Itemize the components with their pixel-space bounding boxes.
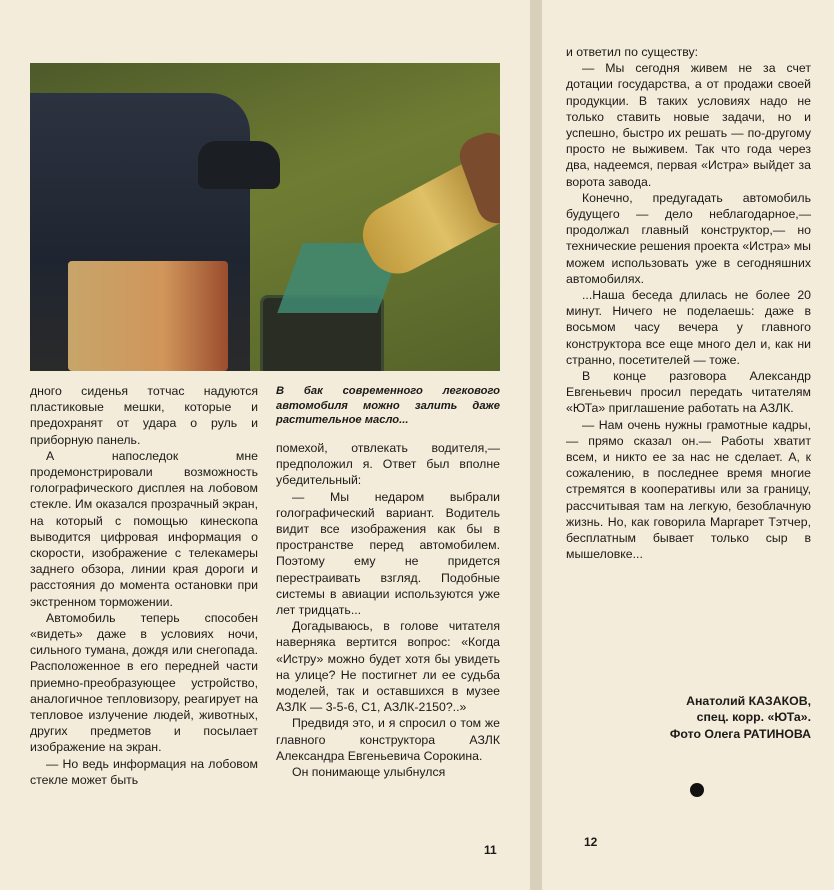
paragraph: — Мы сегодня живем не за счет дотации государства, а от продажи своей продукции. В таких условиях надо не только ставить новые задачи, но и успешно, быстро их решать — по-другому просто не выживем. Так что года через два, надеемся, первая «Истра» выйдет за ворота завода. xyxy=(566,61,811,189)
paragraph: Предвидя это, и я спросил о том же главного конструктора АЗЛК Александра Евгеньевича Сорокина. xyxy=(276,716,500,763)
paragraph: — Но ведь информация на лобовом стекле может быть xyxy=(30,756,258,787)
paragraph: Он понимающе улыбнулся xyxy=(292,765,446,780)
paragraph: — Нам очень нужны грамотные кадры,— прямо сказал он.— Работы хватит всем, и никто ее за нас не сделает. А, к сожалению, в последнее время многие стремятся в кооперативы или за границу, рассчитывая там на легкую, безоблачную жизнь. Но, как говорила Маргарет Тэтчер, бесплатным бывает только сыр в мышеловке... xyxy=(566,417,811,562)
page-gutter xyxy=(530,0,542,890)
paragraph: Конечно, предугадать автомобиль будущего — дело неблагодарное,— продолжал главный конструктор,— но технические решения проекта «Истра» мы можем использовать уже в сегодняшних автомобилях. xyxy=(566,190,812,286)
photo-credit: Фото Олега РАТИНОВА xyxy=(669,726,811,741)
paragraph: — Мы недаром выбрали голографический вариант. Водитель видит все изображения как бы в пространстве перед автомобилем. Поэтому ему не придется перестраивать взгляд. Подобные системы в авиации используются уже лет тридцать... xyxy=(276,489,500,618)
tail-light-shape xyxy=(68,261,228,371)
page-number-left: 11 xyxy=(484,843,497,857)
end-mark-dot xyxy=(690,783,704,797)
paragraph: ...Наша беседа длилась не более 20 минут. Ничего не поделаешь: даже в восьмом часу вечера у главного конструктора все еще много дел и, как ни странно, посетителей — тоже. xyxy=(566,288,811,367)
column-2 xyxy=(276,440,500,780)
author-signature xyxy=(566,693,811,742)
page-number-right: 12 xyxy=(584,835,598,849)
column-3 xyxy=(566,44,811,563)
photo-caption: В бак современного легкового автомобиля можно залить даже растительное масло... xyxy=(276,385,500,427)
paragraph: Догадываюсь, в голове читателя наверняка вертится вопрос: «Когда «Истру» можно будет хотя бы увидеть на улице? Не постигнет ли ее судьба моделей, так и оставшихся в музее АЗЛК — 3-5-6, С1, АЗЛК-2150?..» xyxy=(276,619,500,715)
author-name: Анатолий КАЗАКОВ, xyxy=(686,694,811,708)
column-1 xyxy=(30,383,258,788)
paragraph: дного сиденья тотчас надуются пластиковые мешки, которые и предохранят от удара о руль и приборную панель. xyxy=(30,384,258,447)
paragraph: помехой, отвлекать водителя,— предположил я. Ответ был вполне убедительный: xyxy=(276,441,500,488)
paragraph: Автомобиль теперь способен «видеть» даже в условиях ночи, сильного тумана, дождя или снегопада. Расположенное в его передней части приемно-преобразующее устройство, аналогичное тепловизору, реагирует на тепловое излучение людей, животных, других предметов и посылает изображение на экран. xyxy=(30,610,258,755)
car-fuel-photo xyxy=(30,63,500,371)
side-mirror-shape xyxy=(198,141,280,189)
paragraph: В конце разговора Александр Евгеньевич просил передать читателям «ЮТа» приглашение работать на АЗЛК. xyxy=(566,369,811,416)
author-role: спец. корр. «ЮТа». xyxy=(696,710,811,725)
paragraph: и ответил по существу: xyxy=(566,45,699,59)
paragraph: А напоследок мне продемонстрировали возможность голографического дисплея на лобовом стекле. Им оказался прозрачный экран, на который с помощью кинескопа выводится цифровая информация о скорости, изображение с телекамеры заднего обзора, линии края дороги и расстояния до момента остановки при экстренном торможении. xyxy=(30,448,258,609)
